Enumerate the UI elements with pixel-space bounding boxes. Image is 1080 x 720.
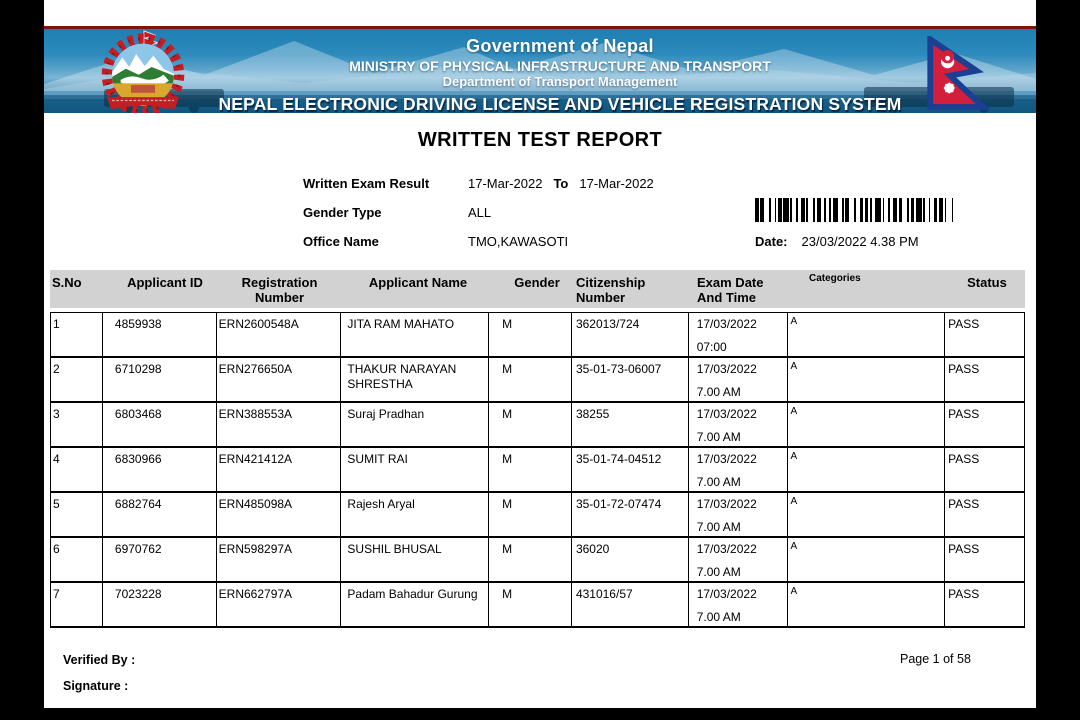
cell-registration-number: ERN598297A — [217, 538, 342, 581]
cell-status: PASS — [948, 587, 980, 601]
header-cell: S.No — [52, 275, 82, 290]
header-cell: Applicant Name — [368, 275, 468, 290]
cell-exam-date-time: 17/03/2022 7.00 AM — [689, 448, 789, 491]
cell-gender: M — [489, 583, 572, 626]
cell-gender: M — [489, 358, 572, 401]
cell-registration-number: ERN421412A — [217, 448, 342, 491]
date-label: Date: — [755, 234, 788, 249]
table-row — [50, 537, 1025, 582]
table-row — [50, 312, 1025, 357]
cell-categories: A — [788, 448, 945, 491]
date-value: 23/03/2022 4.38 PM — [801, 234, 919, 249]
cell-registration-number: ERN662797A — [217, 583, 342, 626]
cell-categories: A — [788, 583, 945, 626]
cell-status: PASS — [948, 452, 980, 466]
header-cell: Citizenship Number — [576, 275, 646, 305]
field-label: Office Name — [303, 234, 379, 249]
cell-gender: M — [489, 313, 572, 356]
field-value-from-date: 17-Mar-2022 — [468, 176, 543, 191]
banner-ministry-title: MINISTRY OF PHYSICAL INFRASTRUCTURE AND TRANSPORT — [349, 57, 771, 74]
cell-gender: M — [489, 403, 572, 446]
field-value-gender: ALL — [468, 205, 492, 220]
cell-categories: A — [788, 493, 945, 536]
results-table — [50, 270, 1025, 628]
cell-applicant-name: Rajesh Aryal — [341, 493, 489, 536]
cell-applicant-id: 6882764 — [103, 493, 217, 536]
field-gender-type — [303, 205, 654, 221]
verified-by-label: Verified By : — [63, 653, 136, 667]
cell-applicant-name: SUMIT RAI — [341, 448, 489, 491]
cell-applicant-id: 6970762 — [103, 538, 217, 581]
cell-categories: A — [788, 313, 945, 356]
header-cell: Categories — [809, 273, 861, 284]
cell-citizenship-number: 35-01-74-04512 — [572, 448, 689, 491]
cell-sno: 5 — [51, 493, 103, 536]
cell-citizenship-number: 431016/57 — [572, 583, 689, 626]
cell-status: PASS — [948, 497, 980, 511]
barcode-icon — [755, 198, 957, 222]
nepal-flag-icon — [918, 36, 1002, 112]
report-title: WRITTEN TEST REPORT — [417, 129, 663, 151]
banner-text-block — [184, 36, 936, 113]
cell-applicant-name: THAKUR NARAYAN SHRESTHA — [341, 358, 489, 401]
banner-system-title: NEPAL ELECTRONIC DRIVING LICENSE AND VEHICLE REGISTRATION SYSTEM — [218, 93, 902, 113]
cell-status: PASS — [948, 407, 980, 421]
cell-applicant-name: SUSHIL BHUSAL — [341, 538, 489, 581]
cell-applicant-name: Suraj Pradhan — [341, 403, 489, 446]
cell-sno: 7 — [51, 583, 103, 626]
cell-exam-date-time: 17/03/2022 7.00 AM — [689, 583, 789, 626]
table-row — [50, 492, 1025, 537]
banner-department-title: Department of Transport Management — [442, 73, 678, 89]
cell-gender: M — [489, 538, 572, 581]
cell-gender: M — [489, 448, 572, 491]
cell-registration-number: ERN388553A — [217, 403, 342, 446]
cell-categories: A — [788, 403, 945, 446]
signature-label: Signature : — [63, 679, 129, 693]
cell-gender: M — [489, 493, 572, 536]
cell-applicant-name: Padam Bahadur Gurung — [341, 583, 489, 626]
cell-citizenship-number: 35-01-73-06007 — [572, 358, 689, 401]
cell-applicant-name: JITA RAM MAHATO — [341, 313, 489, 356]
table-row — [50, 402, 1025, 447]
table-row — [50, 582, 1025, 628]
government-banner — [44, 26, 1036, 113]
field-label: Written Exam Result — [303, 176, 430, 191]
cell-applicant-id: 6830966 — [103, 448, 217, 491]
cell-categories: A — [788, 538, 945, 581]
cell-sno: 2 — [51, 358, 103, 401]
field-to-label: To — [553, 176, 569, 191]
cell-applicant-id: 6710298 — [103, 358, 217, 401]
header-cell: Applicant ID — [127, 275, 203, 290]
table-row — [50, 357, 1025, 402]
field-value-to-date: 17-Mar-2022 — [579, 176, 654, 191]
cell-applicant-id: 6803468 — [103, 403, 217, 446]
cell-sno: 1 — [51, 313, 103, 356]
cell-citizenship-number: 362013/724 — [572, 313, 689, 356]
cell-applicant-id: 7023228 — [103, 583, 217, 626]
report-meta — [303, 176, 654, 263]
cell-exam-date-time: 17/03/2022 7.00 AM — [689, 358, 789, 401]
field-value-office: TMO,KAWASOTI — [468, 234, 569, 249]
cell-sno: 6 — [51, 538, 103, 581]
field-office-name — [303, 234, 654, 250]
report-page — [44, 0, 1036, 708]
table-header — [50, 270, 1025, 308]
cell-exam-date-time: 17/03/2022 7.00 AM — [689, 538, 789, 581]
banner-government-title: Government of Nepal — [466, 36, 654, 56]
cell-citizenship-number: 36020 — [572, 538, 689, 581]
page-indicator: Page 1 of 58 — [900, 652, 971, 666]
cell-applicant-id: 4859938 — [103, 313, 217, 356]
cell-registration-number: ERN485098A — [217, 493, 342, 536]
cell-exam-date-time: 17/03/2022 7.00 AM — [689, 403, 789, 446]
cell-status: PASS — [948, 317, 980, 331]
cell-registration-number: ERN276650A — [217, 358, 342, 401]
header-cell: Registration Number — [241, 275, 318, 305]
field-label: Gender Type — [303, 205, 382, 220]
cell-citizenship-number: 38255 — [572, 403, 689, 446]
cell-status: PASS — [948, 362, 980, 376]
table-row — [50, 447, 1025, 492]
header-cell: Gender — [514, 275, 560, 290]
cell-sno: 3 — [51, 403, 103, 446]
cell-exam-date-time: 17/03/2022 7.00 AM — [689, 493, 789, 536]
print-date — [755, 234, 919, 249]
cell-status: PASS — [948, 542, 980, 556]
cell-categories: A — [788, 358, 945, 401]
cell-registration-number: ERN2600548A — [217, 313, 342, 356]
table-body — [50, 312, 1025, 628]
field-written-exam-result — [303, 176, 654, 192]
header-cell: Status — [967, 275, 1007, 290]
cell-exam-date-time: 17/03/2022 07:00 — [689, 313, 789, 356]
cell-sno: 4 — [51, 448, 103, 491]
header-cell: Exam Date And Time — [697, 275, 764, 305]
cell-citizenship-number: 35-01-72-07474 — [572, 493, 689, 536]
